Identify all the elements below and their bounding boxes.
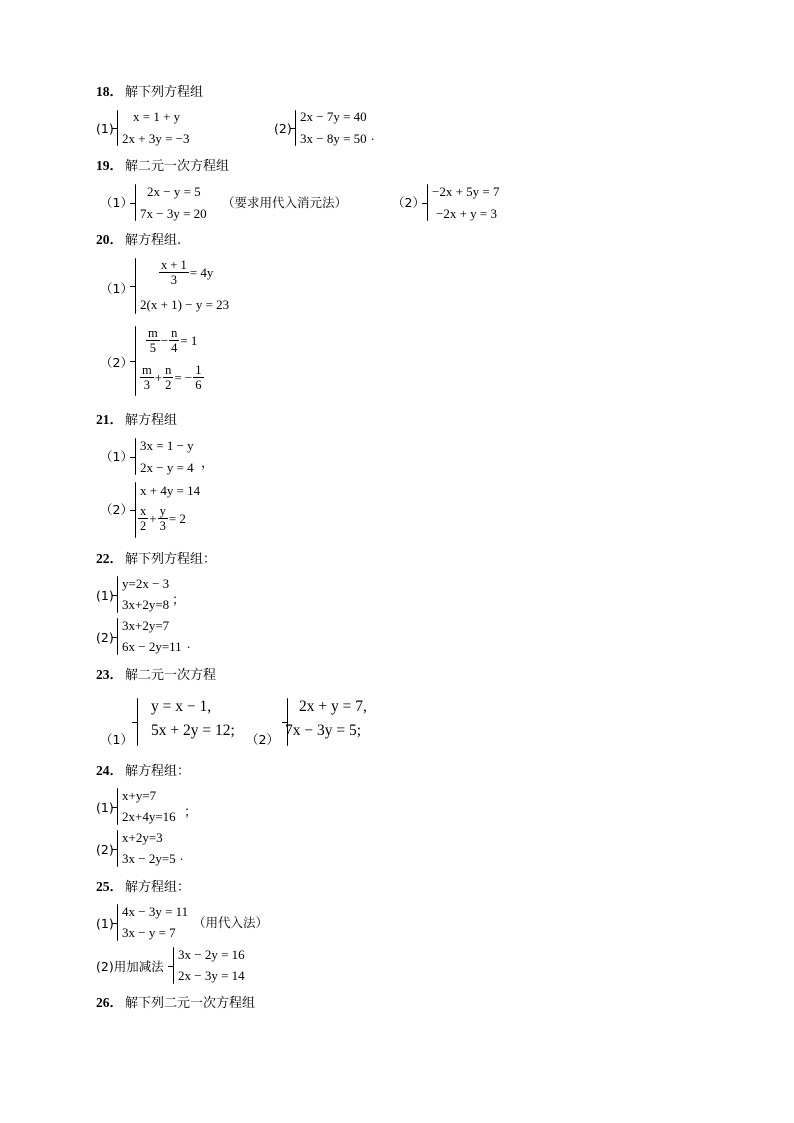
left-brace (427, 184, 428, 221)
question-title: 解下列方程组： (125, 552, 217, 567)
equation: 3x+2y=8 (122, 597, 170, 612)
method-note: （要求用代入消元法） (222, 195, 348, 210)
equation: $\frac{m}{3}$ + $\frac{n}{2}$ = − $\frac{1}{6}$ (142, 363, 202, 392)
part-label: （1） (100, 449, 133, 464)
question-number: 18． (96, 84, 123, 99)
fraction: $\frac{n}{4}$ (171, 326, 178, 355)
punctuation: ； (184, 804, 198, 819)
part-label: （2） (246, 732, 279, 747)
punctuation: . (371, 128, 375, 143)
left-brace (295, 110, 296, 146)
equation: 7x − 3y = 5; (285, 722, 362, 739)
equation: 3x − 2y=5 (122, 851, 176, 866)
question-number: 19． (96, 158, 123, 173)
equation: 3x − 2y = 16 (178, 947, 245, 962)
question-22-heading (96, 551, 216, 568)
equation: x+y=7 (122, 788, 157, 803)
left-brace (135, 258, 136, 314)
part-label: （1） (100, 281, 133, 296)
equation: $\frac{m}{5}$ − $\frac{n}{4}$ = 1 (148, 326, 198, 355)
punctuation: . (180, 848, 184, 863)
part-label: (2) (96, 630, 114, 645)
question-title: 解二元一次方程组 (125, 159, 230, 174)
question-number: 22． (96, 551, 123, 566)
question-number: 24． (96, 763, 123, 778)
part-label: （2） (100, 355, 133, 370)
part-label: (2)用加减法 (96, 959, 164, 974)
equation: 2x − y = 4 (140, 460, 194, 475)
part-label: (1) (96, 800, 114, 815)
part-label: (2) (96, 842, 114, 857)
equation: −2x + 5y = 7 (432, 184, 500, 199)
part-label: (1) (96, 588, 114, 603)
question-20-heading (96, 232, 181, 249)
equation: 3x − y = 7 (122, 925, 176, 940)
question-number: 20． (96, 232, 123, 247)
equation: 7x − 3y = 20 (140, 206, 207, 221)
fraction: $\frac{x + 1}{3}$ (161, 258, 187, 287)
equation: 2x + 3y = −3 (122, 131, 190, 146)
equation: 6x − 2y=11 (122, 639, 182, 654)
part-label: (1) (96, 121, 114, 136)
left-brace (135, 482, 136, 538)
equation: 2(x + 1) − y = 23 (140, 297, 230, 312)
question-number: 25． (96, 879, 123, 894)
equation: 5x + 2y = 12; (151, 722, 235, 739)
equation: x = 1 + y (133, 109, 181, 124)
question-23-heading (96, 667, 216, 684)
equation: x+2y=3 (122, 830, 163, 845)
fraction: $\frac{n}{2}$ (165, 363, 172, 392)
question-number: 21． (96, 412, 123, 427)
part-label: (1) (96, 916, 114, 931)
question-26-heading (96, 995, 255, 1012)
equation: 2x − 3y = 14 (178, 968, 245, 983)
equation: $\frac{x + 1}{3}$ = 4y (161, 258, 214, 287)
question-number: 23． (96, 667, 123, 682)
equation: y = x − 1, (151, 698, 212, 715)
equation: 4x − 3y = 11 (122, 904, 189, 919)
question-title: 解下列二元一次方程组 (125, 996, 256, 1011)
question-21-heading (96, 412, 177, 429)
question-25-heading (96, 879, 190, 896)
equation: 3x = 1 − y (140, 438, 194, 453)
question-title: 解方程组. (125, 233, 182, 248)
left-brace (135, 326, 136, 396)
equation: −2x + y = 3 (436, 206, 497, 221)
part-label: (2) (274, 121, 292, 136)
equation: 2x − y = 5 (147, 184, 201, 199)
fraction: $\frac{m}{3}$ (142, 363, 152, 392)
equation: 2x − 7y = 40 (300, 109, 367, 124)
question-title: 解方程组： (125, 764, 191, 779)
question-title: 解方程组 (125, 413, 178, 428)
question-title: 解二元一次方程 (125, 668, 217, 683)
left-brace (173, 947, 174, 984)
punctuation: ， (201, 455, 215, 470)
left-brace (135, 184, 136, 221)
question-title: 解下列方程组 (125, 85, 204, 100)
fraction: $\frac{m}{5}$ (148, 326, 158, 355)
question-18-heading (96, 84, 203, 101)
left-brace (117, 830, 118, 867)
left-brace (117, 904, 118, 941)
question-19-heading (96, 158, 229, 175)
part-label: （2） (100, 502, 133, 517)
equation: 2x + y = 7, (299, 698, 367, 715)
question-24-heading (96, 763, 190, 780)
fraction: $\frac{y}{3}$ (159, 504, 166, 533)
equation: y=2x − 3 (122, 576, 170, 591)
equation: $\frac{x}{2}$ + $\frac{y}{3}$ = 2 (140, 504, 186, 533)
fraction: $\frac{1}{6}$ (195, 363, 202, 392)
method-note: （用代入法） (193, 915, 269, 930)
left-brace (117, 788, 118, 825)
part-label: （2） (392, 195, 425, 210)
question-title: 解方程组： (125, 880, 191, 895)
left-brace (117, 618, 118, 655)
part-label: （1） (100, 732, 133, 747)
fraction: $\frac{x}{2}$ (140, 504, 147, 533)
punctuation: . (187, 636, 191, 651)
equation: 2x+4y=16 (122, 809, 176, 824)
question-number: 26． (96, 995, 123, 1010)
left-brace (117, 110, 118, 146)
left-brace (137, 698, 138, 746)
left-brace (135, 438, 136, 475)
punctuation: ； (172, 592, 186, 607)
equation: 3x − 8y = 50 (300, 131, 367, 146)
equation: 3x+2y=7 (122, 618, 170, 633)
equation: x + 4y = 14 (140, 483, 201, 498)
part-label: （1） (100, 195, 133, 210)
left-brace (117, 576, 118, 613)
